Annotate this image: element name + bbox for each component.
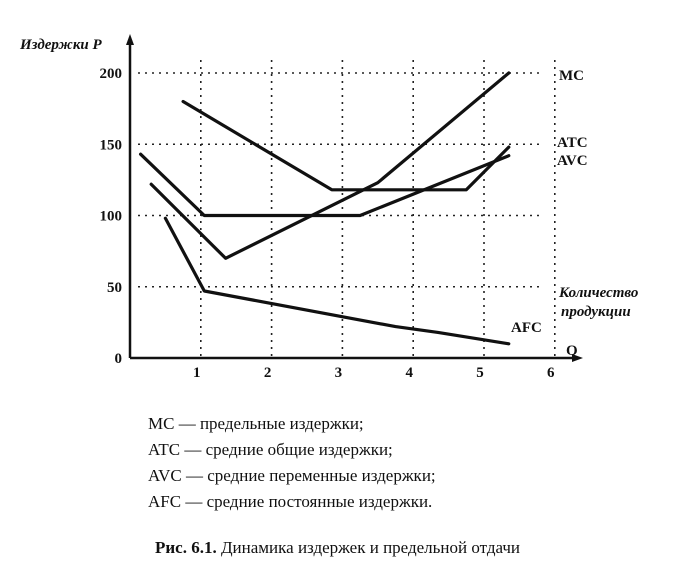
y-tick-labels xyxy=(100,66,123,367)
x-axis-label-line1: Количество xyxy=(559,285,639,301)
y-tick-label: 50 xyxy=(107,279,122,296)
figure-title: Динамика издержек и предельной отдачи xyxy=(220,538,521,557)
x-tick-label: 6 xyxy=(547,365,555,381)
grid-lines xyxy=(138,58,555,356)
series-label-afc: AFC xyxy=(511,320,542,336)
legend-item-avc: AVC — средние переменные издержки; xyxy=(148,466,436,485)
y-axis-arrow xyxy=(126,34,134,45)
x-tick-label: 2 xyxy=(263,365,272,381)
x-tick-labels xyxy=(193,365,555,381)
legend xyxy=(148,411,436,515)
y-tick-label: 100 xyxy=(99,208,122,225)
figure-caption xyxy=(0,538,675,558)
series-line-mc xyxy=(151,73,509,258)
legend-item-mc: MC — предельные издержки; xyxy=(148,414,364,433)
x-tick-label: 5 xyxy=(476,365,484,381)
y-tick-label: 200 xyxy=(99,66,122,82)
chart-axes xyxy=(126,34,583,362)
y-axis-label: Издержки P xyxy=(20,37,102,53)
y-tick-label: 150 xyxy=(99,137,122,154)
legend-item-atc: ATC — средние общие издержки; xyxy=(148,440,393,459)
series-lines xyxy=(141,73,509,344)
series-label-atc: ATC xyxy=(557,135,588,151)
figure-number: Рис. 6.1. xyxy=(154,538,217,557)
x-axis-label-line2: продукции xyxy=(561,304,631,320)
x-axis-letter: Q xyxy=(566,343,578,359)
y-tick-label: 0 xyxy=(114,351,122,367)
legend-item-afc: AFC — средние постоянные издержки. xyxy=(148,492,433,511)
series-line-afc xyxy=(165,218,508,343)
x-tick-label: 1 xyxy=(193,365,201,381)
x-tick-label: 3 xyxy=(334,365,343,381)
series-label-mc: MC xyxy=(559,68,584,84)
x-tick-label: 4 xyxy=(405,365,413,381)
series-label-avc: AVC xyxy=(557,153,588,169)
